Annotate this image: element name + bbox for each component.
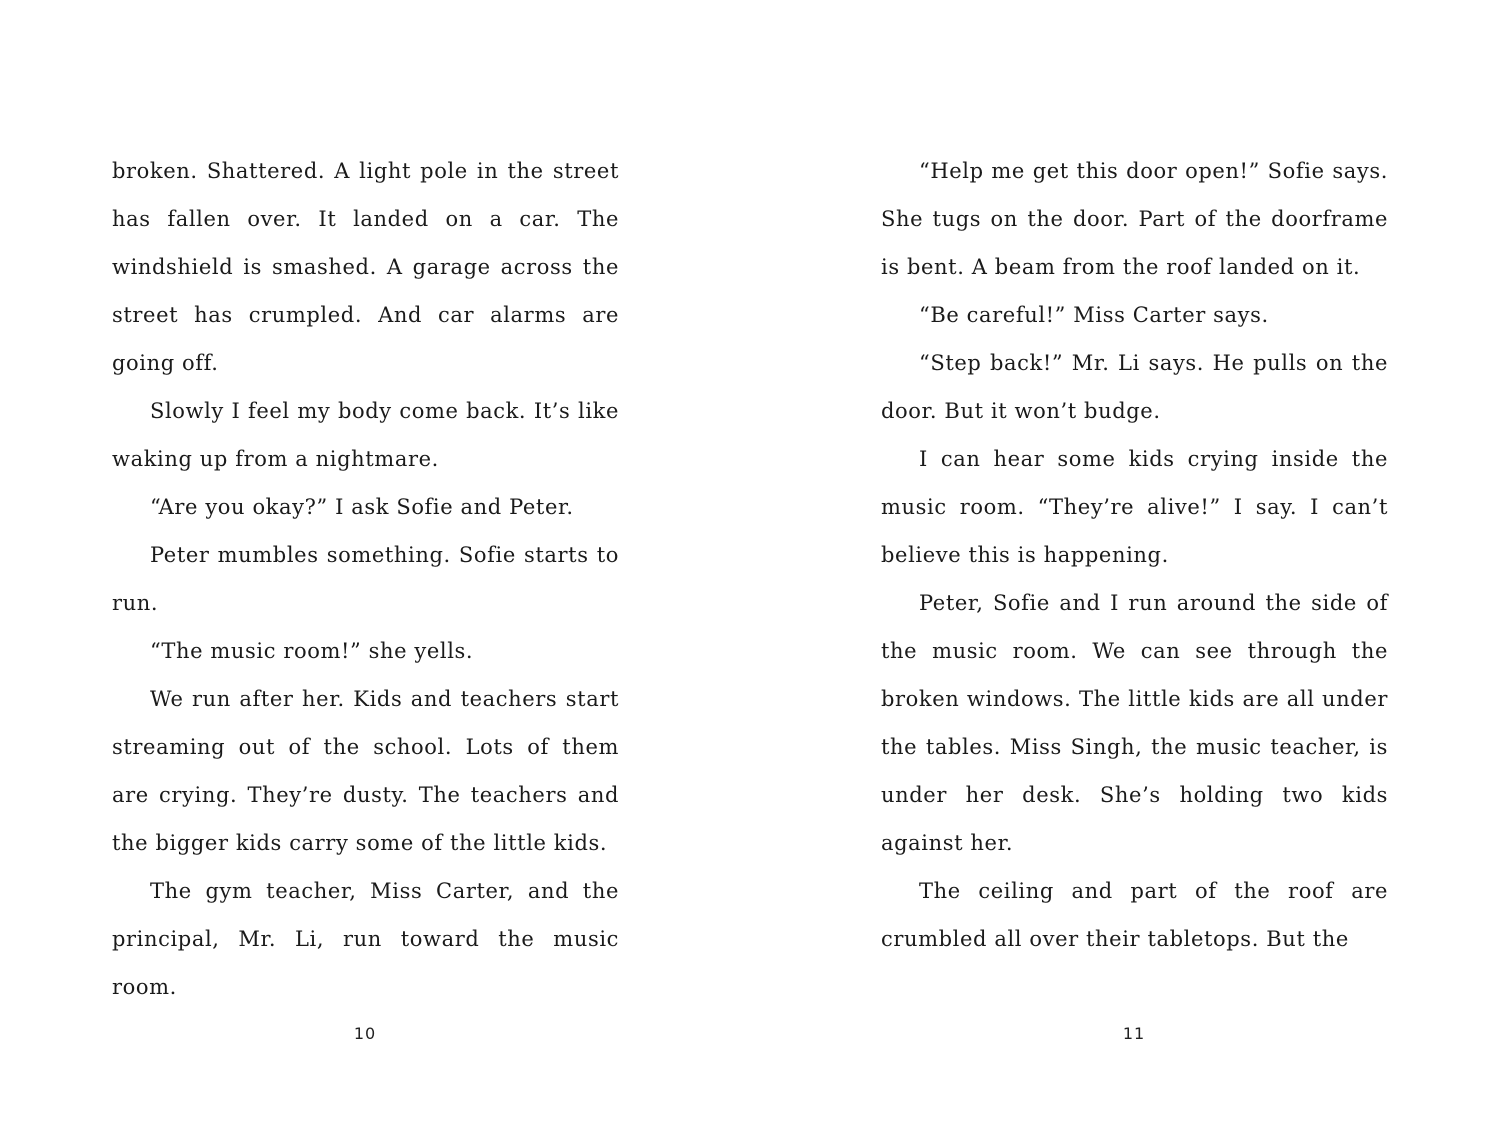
paragraph: broken. Shattered. A light pole in the street has fallen over. It landed on a car. The windshield is smashed. A garage across the street has crumpled. And car alarms are going off. xyxy=(112,159,619,375)
paragraph: “Step back!” Mr. Li says. He pulls on the door. But it won’t budge. xyxy=(881,351,1388,423)
paragraph: “Help me get this door open!” Sofie says. She tugs on the door. Part of the doorframe is bent. A beam from the roof landed on it. xyxy=(881,159,1388,279)
page-number-right: 11 xyxy=(1122,1024,1146,1043)
paragraph: Peter, Sofie and I run around the side of the music room. We can see through the broken windows. The little kids are all under the tables. Miss Singh, the music teacher, is under her desk. She’s holding two kids against her. xyxy=(881,591,1388,855)
left-page xyxy=(112,147,619,1011)
paragraph: Slowly I feel my body come back. It’s like waking up from a nightmare. xyxy=(112,399,619,471)
paragraph: “The music room!” she yells. xyxy=(150,639,474,663)
paragraph: I can hear some kids crying inside the music room. “They’re alive!” I say. I can’t believe this is happening. xyxy=(881,447,1388,567)
right-page xyxy=(881,147,1388,963)
paragraph: “Are you okay?” I ask Sofie and Peter. xyxy=(150,495,574,519)
paragraph: The ceiling and part of the roof are crumbled all over their tabletops. But the xyxy=(881,879,1388,951)
page-number-left: 10 xyxy=(353,1024,377,1043)
paragraph: Peter mumbles something. Sofie starts to run. xyxy=(112,543,619,615)
paragraph: “Be careful!” Miss Carter says. xyxy=(919,303,1269,327)
paragraph: We run after her. Kids and teachers start streaming out of the school. Lots of them are crying. They’re dusty. The teachers and the bigger kids carry some of the little kids. xyxy=(112,687,619,855)
paragraph: The gym teacher, Miss Carter, and the principal, Mr. Li, run toward the music room. xyxy=(112,879,619,999)
